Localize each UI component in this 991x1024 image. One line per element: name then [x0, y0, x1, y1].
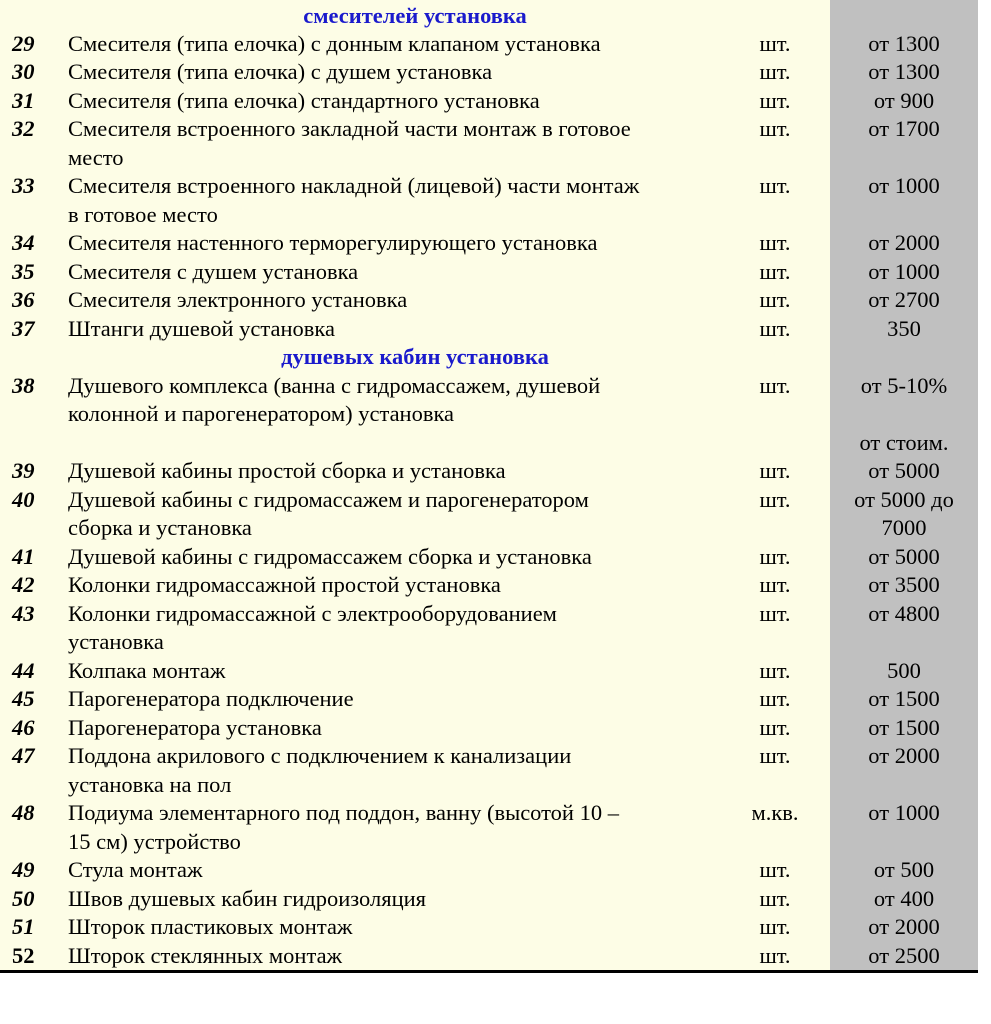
row-number: 31: [12, 88, 35, 113]
row-name-continued: 15 см) устройство: [68, 829, 241, 854]
row-number: 48: [12, 800, 35, 825]
row-price: от 2000: [868, 743, 940, 768]
row-unit: шт.: [759, 487, 791, 512]
row-number: 51: [12, 914, 35, 939]
row-number: 38: [12, 373, 35, 398]
row-unit: шт.: [759, 316, 791, 341]
row-unit: шт.: [759, 59, 791, 84]
row-price: 350: [887, 316, 921, 341]
row-name: Колонки гидромассажной с электрооборудованием: [68, 601, 557, 626]
row-price: от 2000: [868, 914, 940, 939]
row-unit: шт.: [759, 943, 791, 968]
row-unit: шт.: [759, 658, 791, 683]
row-price-continued: 7000: [881, 515, 927, 540]
row-price: от 1000: [868, 800, 940, 825]
row-unit: шт.: [759, 886, 791, 911]
row-unit: шт.: [759, 373, 791, 398]
row-price: от 1500: [868, 686, 940, 711]
row-name: Парогенератора установка: [68, 715, 322, 740]
row-number: 35: [12, 259, 35, 284]
row-number: 44: [12, 658, 35, 683]
row-price: от 1300: [868, 31, 940, 56]
row-unit: шт.: [759, 259, 791, 284]
row-price: от 500: [873, 857, 935, 882]
row-price: от 5000 до: [854, 487, 954, 512]
row-unit: шт.: [759, 544, 791, 569]
row-name: Смесителя встроенного накладной (лицевой) части монтаж: [68, 173, 640, 198]
row-price: от 900: [873, 88, 935, 113]
row-price: от 4800: [868, 601, 940, 626]
row-name: Смесителя (типа елочка) с донным клапаном установка: [68, 31, 601, 56]
row-name: Парогенератора подключение: [68, 686, 354, 711]
section-title-mixers: смесителей установка: [303, 3, 527, 28]
row-unit: шт.: [759, 743, 791, 768]
row-name: Душевой кабины с гидромассажем сборка и установка: [68, 544, 592, 569]
row-unit: шт.: [759, 601, 791, 626]
row-name: Душевой кабины с гидромассажем и парогенератором: [68, 487, 589, 512]
row-name: Смесителя электронного установка: [68, 287, 408, 312]
row-unit: шт.: [759, 230, 791, 255]
row-name-continued: сборка и установка: [68, 515, 252, 540]
row-name-continued: в готовое место: [68, 202, 218, 227]
row-price: от 1700: [868, 116, 940, 141]
row-name: Штанги душевой установка: [68, 316, 335, 341]
row-price: от 1000: [868, 259, 940, 284]
row-unit: шт.: [759, 914, 791, 939]
row-price: от 1000: [868, 173, 940, 198]
row-price: от 5000: [868, 458, 940, 483]
row-number: 29: [12, 31, 35, 56]
row-number: 47: [12, 743, 35, 768]
row-number: 39: [12, 458, 35, 483]
row-price-continued: от стоим.: [859, 430, 949, 455]
row-unit: шт.: [759, 88, 791, 113]
row-number: 42: [12, 572, 35, 597]
row-price: от 5000: [868, 544, 940, 569]
row-unit: шт.: [759, 173, 791, 198]
row-number: 37: [12, 316, 35, 341]
row-name-continued: место: [68, 145, 124, 170]
row-name: Смесителя настенного терморегулирующего установка: [68, 230, 598, 255]
row-name: Смесителя встроенного закладной части монтаж в готовое: [68, 116, 631, 141]
row-name: Колонки гидромассажной простой установка: [68, 572, 501, 597]
row-price: от 5-10%: [860, 373, 948, 398]
row-price: от 1300: [868, 59, 940, 84]
row-unit: шт.: [759, 458, 791, 483]
row-price: от 2700: [868, 287, 940, 312]
row-number: 43: [12, 601, 35, 626]
row-name: Шторок пластиковых монтаж: [68, 914, 353, 939]
row-name: Смесителя (типа елочка) с душем установка: [68, 59, 493, 84]
row-name: Смесителя с душем установка: [68, 259, 359, 284]
row-price: от 2500: [868, 943, 940, 968]
row-name: Колпака монтаж: [68, 658, 226, 683]
row-number: 40: [12, 487, 35, 512]
row-number: 45: [12, 686, 35, 711]
row-number: 49: [12, 857, 35, 882]
row-name: Поддона акрилового с подключением к канализации: [68, 743, 572, 768]
row-unit: шт.: [759, 572, 791, 597]
row-unit: м.кв.: [751, 800, 799, 825]
row-name: Душевой кабины простой сборка и установка: [68, 458, 506, 483]
section-title-shower-cabins: душевых кабин установка: [281, 344, 549, 369]
row-unit: шт.: [759, 287, 791, 312]
row-unit: шт.: [759, 116, 791, 141]
row-name: Швов душевых кабин гидроизоляция: [68, 886, 427, 911]
row-number: 52: [12, 943, 35, 968]
row-number: 41: [12, 544, 35, 569]
row-name: Подиума элементарного под поддон, ванну (высотой 10 –: [68, 800, 619, 825]
row-name: Шторок стеклянных монтаж: [68, 943, 343, 968]
row-unit: шт.: [759, 31, 791, 56]
row-number: 36: [12, 287, 35, 312]
row-unit: шт.: [759, 715, 791, 740]
row-price: от 3500: [868, 572, 940, 597]
row-number: 32: [12, 116, 35, 141]
row-unit: шт.: [759, 857, 791, 882]
row-name: Смесителя (типа елочка) стандартного установка: [68, 88, 540, 113]
row-name: Стула монтаж: [68, 857, 203, 882]
row-name-continued: установка на пол: [68, 772, 232, 797]
row-unit: шт.: [759, 686, 791, 711]
row-price: от 2000: [868, 230, 940, 255]
row-number: 50: [12, 886, 35, 911]
row-price: от 400: [873, 886, 935, 911]
row-name: Душевого комплекса (ванна с гидромассажем, душевой: [68, 373, 601, 398]
row-number: 34: [12, 230, 35, 255]
row-name-continued: установка: [68, 629, 164, 654]
row-number: 30: [12, 59, 35, 84]
row-price: от 1500: [868, 715, 940, 740]
row-number: 46: [12, 715, 35, 740]
row-name-continued: колонной и парогенератором) установка: [68, 401, 455, 426]
row-number: 33: [12, 173, 35, 198]
row-price: 500: [887, 658, 921, 683]
